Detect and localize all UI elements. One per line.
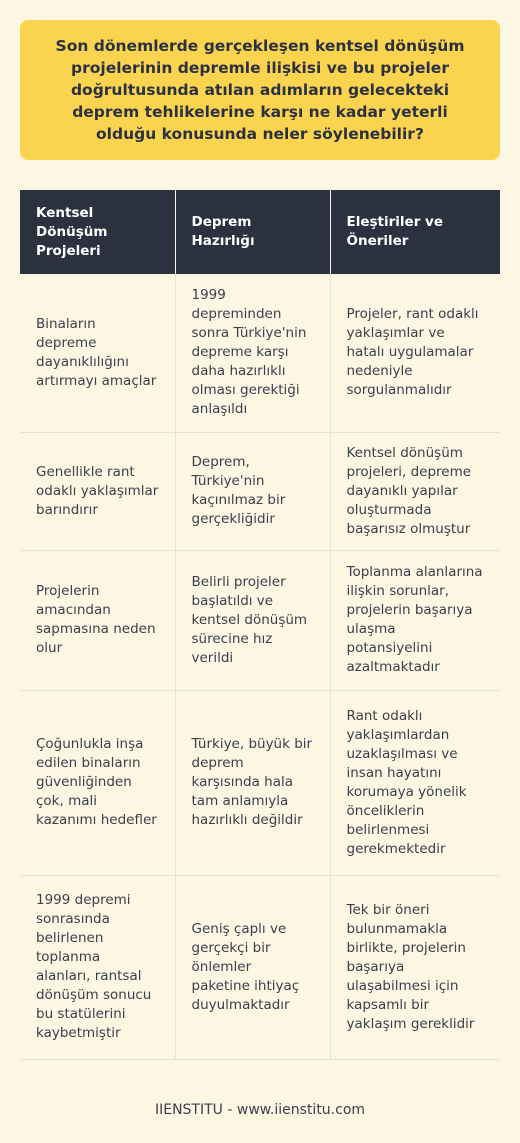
table-cell: 1999 depreminden sonra Türkiye'nin depreme karşı daha hazırlıklı olması gerektiği anlaşıldı — [175, 274, 330, 432]
table-cell: 1999 depremi sonrasında belirlenen toplanma alanları, rantsal dönüşüm sonucu bu statülerini kaybetmiştir — [20, 875, 175, 1059]
table-row — [20, 550, 500, 690]
title-box — [20, 20, 500, 160]
table-cell: Genellikle rant odaklı yaklaşımlar barındırır — [20, 432, 175, 550]
column-header: Kentsel Dönüşüm Projeleri — [20, 190, 175, 274]
table-cell: Toplanma alanlarına ilişkin sorunlar, projelerin başarıya ulaşma potansiyelini azaltmaktadır — [330, 550, 500, 690]
table-cell: Rant odaklı yaklaşımlardan uzaklaşılması ve insan hayatını korumaya yönelik önceliklerin belirlenmesi gerekmektedir — [330, 690, 500, 875]
table-row — [20, 432, 500, 550]
table-cell: Geniş çaplı ve gerçekçi bir önlemler paketine ihtiyaç duyulmaktadır — [175, 875, 330, 1059]
table-cell: Projeler, rant odaklı yaklaşımlar ve hatalı uygulamalar nedeniyle sorgulanmalıdır — [330, 274, 500, 432]
table-cell: Binaların depreme dayanıklılığını artırmayı amaçlar — [20, 274, 175, 432]
table-cell: Çoğunlukla inşa edilen binaların güvenliğinden çok, mali kazanımı hedefler — [20, 690, 175, 875]
table-row — [20, 690, 500, 875]
table-header-row — [20, 190, 500, 274]
table-cell: Türkiye, büyük bir deprem karşısında hala tam anlamıyla hazırlıklı değildir — [175, 690, 330, 875]
table-cell: Tek bir öneri bulunmamakla birlikte, projelerin başarıya ulaşabilmesi için kapsamlı bir yaklaşım gereklidir — [330, 875, 500, 1059]
table-row — [20, 274, 500, 432]
footer-credit: IIENSTITU - www.iienstitu.com — [154, 1102, 366, 1118]
data-table — [20, 190, 500, 1060]
column-header: Eleştiriler ve Öneriler — [330, 190, 500, 274]
table-cell: Belirli projeler başlatıldı ve kentsel dönüşüm sürecine hız verildi — [175, 550, 330, 690]
page-title: Son dönemlerde gerçekleşen kentsel dönüşüm projelerinin depremle ilişkisi ve bu projeler doğrultusunda atılan adımların gelecekteki deprem tehlikelerine karşı ne kadar yeterli olduğu konusunda neler söylenebilir? — [55, 37, 465, 143]
column-header: Deprem Hazırlığı — [175, 190, 330, 274]
table-cell: Deprem, Türkiye'nin kaçınılmaz bir gerçekliğidir — [175, 432, 330, 550]
table-row — [20, 875, 500, 1059]
table-cell: Projelerin amacından sapmasına neden olur — [20, 550, 175, 690]
table-cell: Kentsel dönüşüm projeleri, depreme dayanıklı yapılar oluşturmada başarısız olmuştur — [330, 432, 500, 550]
